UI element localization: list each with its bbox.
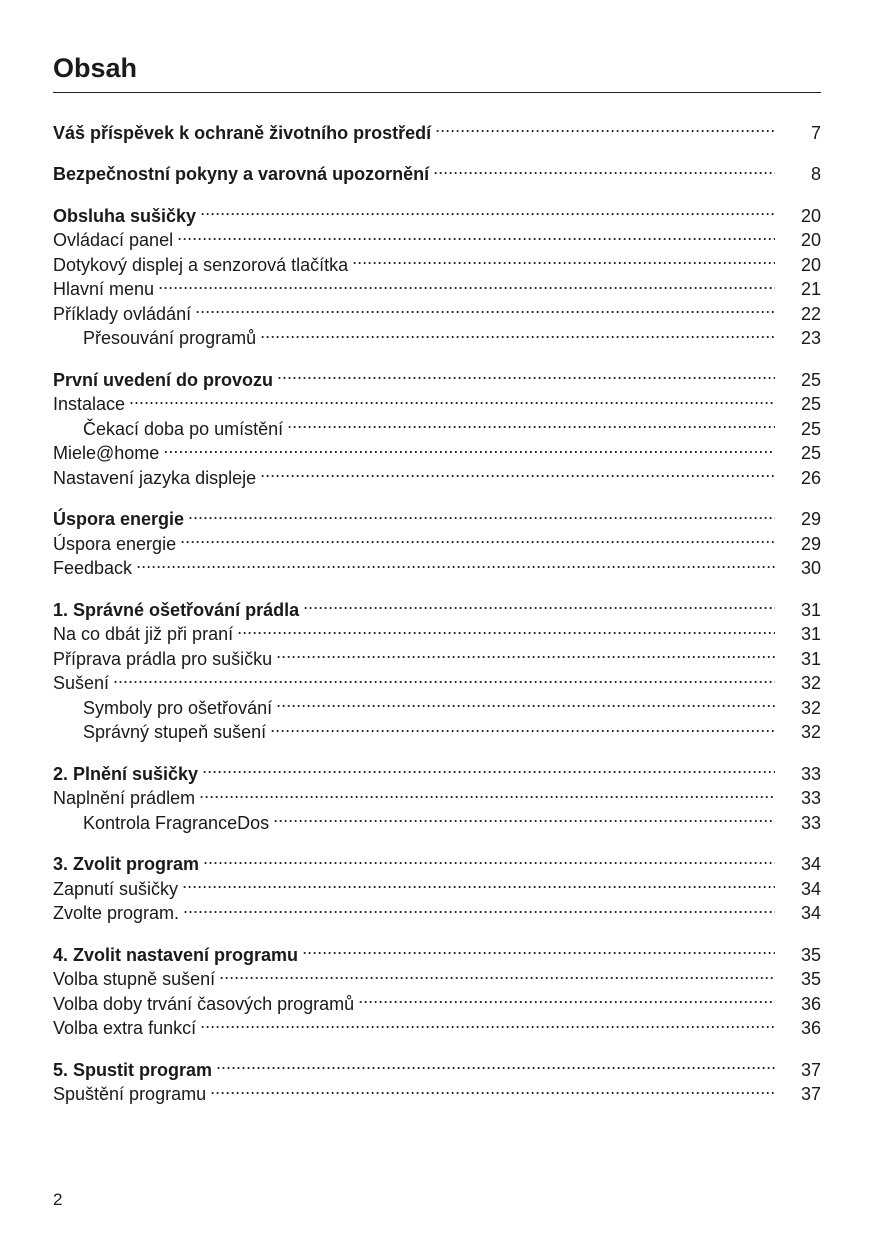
- toc-section: [53, 846, 821, 923]
- toc-entry-page: 23: [800, 328, 821, 348]
- dot-leader: [136, 550, 775, 575]
- dot-leader: [277, 361, 775, 386]
- toc-chapter-entry[interactable]: [53, 591, 821, 620]
- dot-leader: [216, 1051, 775, 1076]
- toc-entry-label: 1. Správné ošetřování prádla: [53, 598, 303, 623]
- toc-entry-label: 4. Zvolit nastavení programu: [53, 943, 302, 968]
- dot-leader: [183, 895, 775, 920]
- dot-leader: [219, 961, 775, 986]
- toc-section: [53, 755, 821, 833]
- dot-leader: [270, 714, 775, 739]
- toc-entry-page: 26: [800, 467, 821, 488]
- toc-section: [53, 114, 821, 143]
- toc-entry-page: 36: [800, 1018, 821, 1038]
- toc-entry-label: Ovládací panel: [53, 228, 177, 253]
- toc-entry[interactable]: [53, 271, 821, 299]
- toc-entry-page: 30: [800, 558, 821, 578]
- toc-entry-label: Kontrola FragranceDos: [53, 811, 273, 836]
- dot-leader: [358, 985, 775, 1010]
- toc-entry-page: 25: [800, 418, 821, 439]
- toc-entry-page: 20: [800, 254, 821, 275]
- toc-entry-label: Obsluha sušičky: [53, 204, 200, 229]
- toc-entry-label: 5. Spustit program: [53, 1058, 216, 1083]
- toc-entry-label: Spuštění programu: [53, 1082, 210, 1107]
- page-title: Obsah: [53, 53, 138, 83]
- toc-entry-page: 20: [800, 205, 821, 226]
- dot-leader: [273, 804, 775, 829]
- toc-section: [53, 936, 821, 1038]
- toc-entry[interactable]: [53, 295, 821, 324]
- toc-entry[interactable]: [53, 410, 821, 439]
- table-of-contents: [53, 114, 821, 1117]
- toc-entry-page: 22: [800, 303, 821, 324]
- dot-leader: [177, 222, 775, 247]
- toc-section: [53, 361, 821, 488]
- dot-leader: [302, 936, 775, 961]
- toc-entry-page: 33: [800, 763, 821, 784]
- toc-entry-page: 34: [800, 878, 821, 899]
- dot-leader: [237, 616, 775, 641]
- toc-entry-page: 25: [800, 369, 821, 390]
- toc-entry-label: Správný stupeň sušení: [53, 720, 270, 745]
- toc-entry-label: Příklady ovládání: [53, 302, 195, 327]
- dot-leader: [276, 689, 775, 714]
- toc-section: [53, 1051, 821, 1104]
- dot-leader: [163, 435, 775, 460]
- toc-entry-page: 32: [800, 673, 821, 693]
- toc-entry-page: 29: [800, 509, 821, 529]
- toc-entry[interactable]: [53, 459, 821, 488]
- toc-entry-label: Symboly pro ošetřování: [53, 696, 276, 721]
- dot-leader: [260, 459, 775, 484]
- toc-entry-label: Dotykový displej a senzorová tlačítka: [53, 253, 352, 278]
- dot-leader: [199, 780, 775, 805]
- toc-entry[interactable]: [53, 665, 821, 693]
- toc-entry-label: Naplnění prádlem: [53, 786, 199, 811]
- toc-entry-label: 2. Plnění sušičky: [53, 762, 202, 787]
- toc-entry-label: Bezpečnostní pokyny a varovná upozornění: [53, 162, 433, 187]
- toc-entry-label: Úspora energie: [53, 507, 188, 532]
- dot-leader: [180, 525, 775, 550]
- toc-entry-label: Sušení: [53, 671, 113, 696]
- toc-entry-page: 31: [800, 648, 821, 669]
- toc-entry-page: 32: [800, 697, 821, 718]
- toc-entry-page: 35: [800, 969, 821, 989]
- toc-entry-page: 35: [800, 944, 821, 965]
- toc-entry-page: 31: [800, 624, 821, 644]
- toc-chapter-entry[interactable]: [53, 755, 821, 784]
- dot-leader: [113, 665, 775, 690]
- toc-entry-label: Instalace: [53, 392, 129, 417]
- dot-leader: [287, 410, 775, 435]
- toc-entry-label: Volba doby trvání časových programů: [53, 992, 358, 1017]
- dot-leader: [158, 271, 775, 296]
- toc-entry-page: 20: [800, 230, 821, 250]
- dot-leader: [129, 386, 775, 411]
- title-divider: [53, 92, 821, 93]
- toc-entry-label: Čekací doba po umístění: [53, 417, 287, 442]
- dot-leader: [200, 197, 775, 222]
- dot-leader: [435, 114, 775, 139]
- toc-entry-label: Úspora energie: [53, 532, 180, 557]
- toc-entry-page: 33: [800, 812, 821, 833]
- toc-entry-page: 31: [800, 599, 821, 620]
- dot-leader: [260, 320, 775, 345]
- toc-entry[interactable]: [53, 386, 821, 414]
- toc-entry-page: 34: [800, 903, 821, 923]
- toc-entry-label: Volba extra funkcí: [53, 1016, 200, 1041]
- toc-chapter-entry[interactable]: [53, 936, 821, 965]
- dot-leader: [276, 640, 775, 665]
- toc-entry-label: Příprava prádla pro sušičku: [53, 647, 276, 672]
- toc-entry-label: Hlavní menu: [53, 277, 158, 302]
- toc-chapter-entry[interactable]: [53, 114, 821, 143]
- toc-section: [53, 197, 821, 348]
- toc-chapter-entry[interactable]: [53, 156, 821, 184]
- toc-chapter-entry[interactable]: [53, 361, 821, 390]
- toc-section: [53, 156, 821, 184]
- dot-leader: [182, 870, 775, 895]
- toc-entry-page: 37: [800, 1084, 821, 1104]
- toc-entry-label: Volba stupně sušení: [53, 967, 219, 992]
- toc-entry-page: 25: [800, 394, 821, 414]
- toc-entry-page: 8: [810, 164, 821, 184]
- toc-entry-page: 32: [800, 722, 821, 742]
- dot-leader: [303, 591, 775, 616]
- toc-entry-label: Na co dbát již při praní: [53, 622, 237, 647]
- toc-entry-page: 36: [800, 993, 821, 1014]
- toc-entry-label: Zvolte program.: [53, 901, 183, 926]
- toc-chapter-entry[interactable]: [53, 1051, 821, 1080]
- toc-entry-label: Feedback: [53, 556, 136, 581]
- toc-entry-label: Přesouvání programů: [53, 326, 260, 351]
- toc-entry-page: 37: [800, 1059, 821, 1080]
- page-number: 2: [53, 1190, 63, 1209]
- dot-leader: [200, 1010, 775, 1035]
- toc-entry-label: Miele@home: [53, 441, 163, 466]
- toc-entry-label: Zapnutí sušičky: [53, 877, 182, 902]
- toc-entry[interactable]: [53, 435, 821, 463]
- toc-section: [53, 501, 821, 578]
- toc-entry-label: Váš příspěvek k ochraně životního prostředí: [53, 121, 435, 146]
- toc-chapter-entry[interactable]: [53, 501, 821, 529]
- toc-entry-page: 21: [800, 279, 821, 299]
- toc-entry-label: 3. Zvolit program: [53, 852, 203, 877]
- toc-entry-page: 7: [810, 122, 821, 143]
- toc-entry-page: 33: [800, 788, 821, 808]
- dot-leader: [203, 846, 775, 871]
- toc-entry-page: 29: [800, 533, 821, 554]
- toc-entry-label: Nastavení jazyka displeje: [53, 466, 260, 491]
- dot-leader: [210, 1076, 775, 1101]
- toc-entry-page: 34: [800, 854, 821, 874]
- dot-leader: [202, 755, 775, 780]
- dot-leader: [188, 501, 775, 526]
- dot-leader: [195, 295, 775, 320]
- toc-chapter-entry[interactable]: [53, 197, 821, 226]
- dot-leader: [352, 246, 775, 271]
- toc-entry[interactable]: [53, 550, 821, 578]
- toc-entry[interactable]: [53, 689, 821, 718]
- toc-section: [53, 591, 821, 742]
- toc-entry-page: 25: [800, 443, 821, 463]
- dot-leader: [433, 156, 775, 181]
- toc-entry-label: První uvedení do provozu: [53, 368, 277, 393]
- toc-chapter-entry[interactable]: [53, 846, 821, 874]
